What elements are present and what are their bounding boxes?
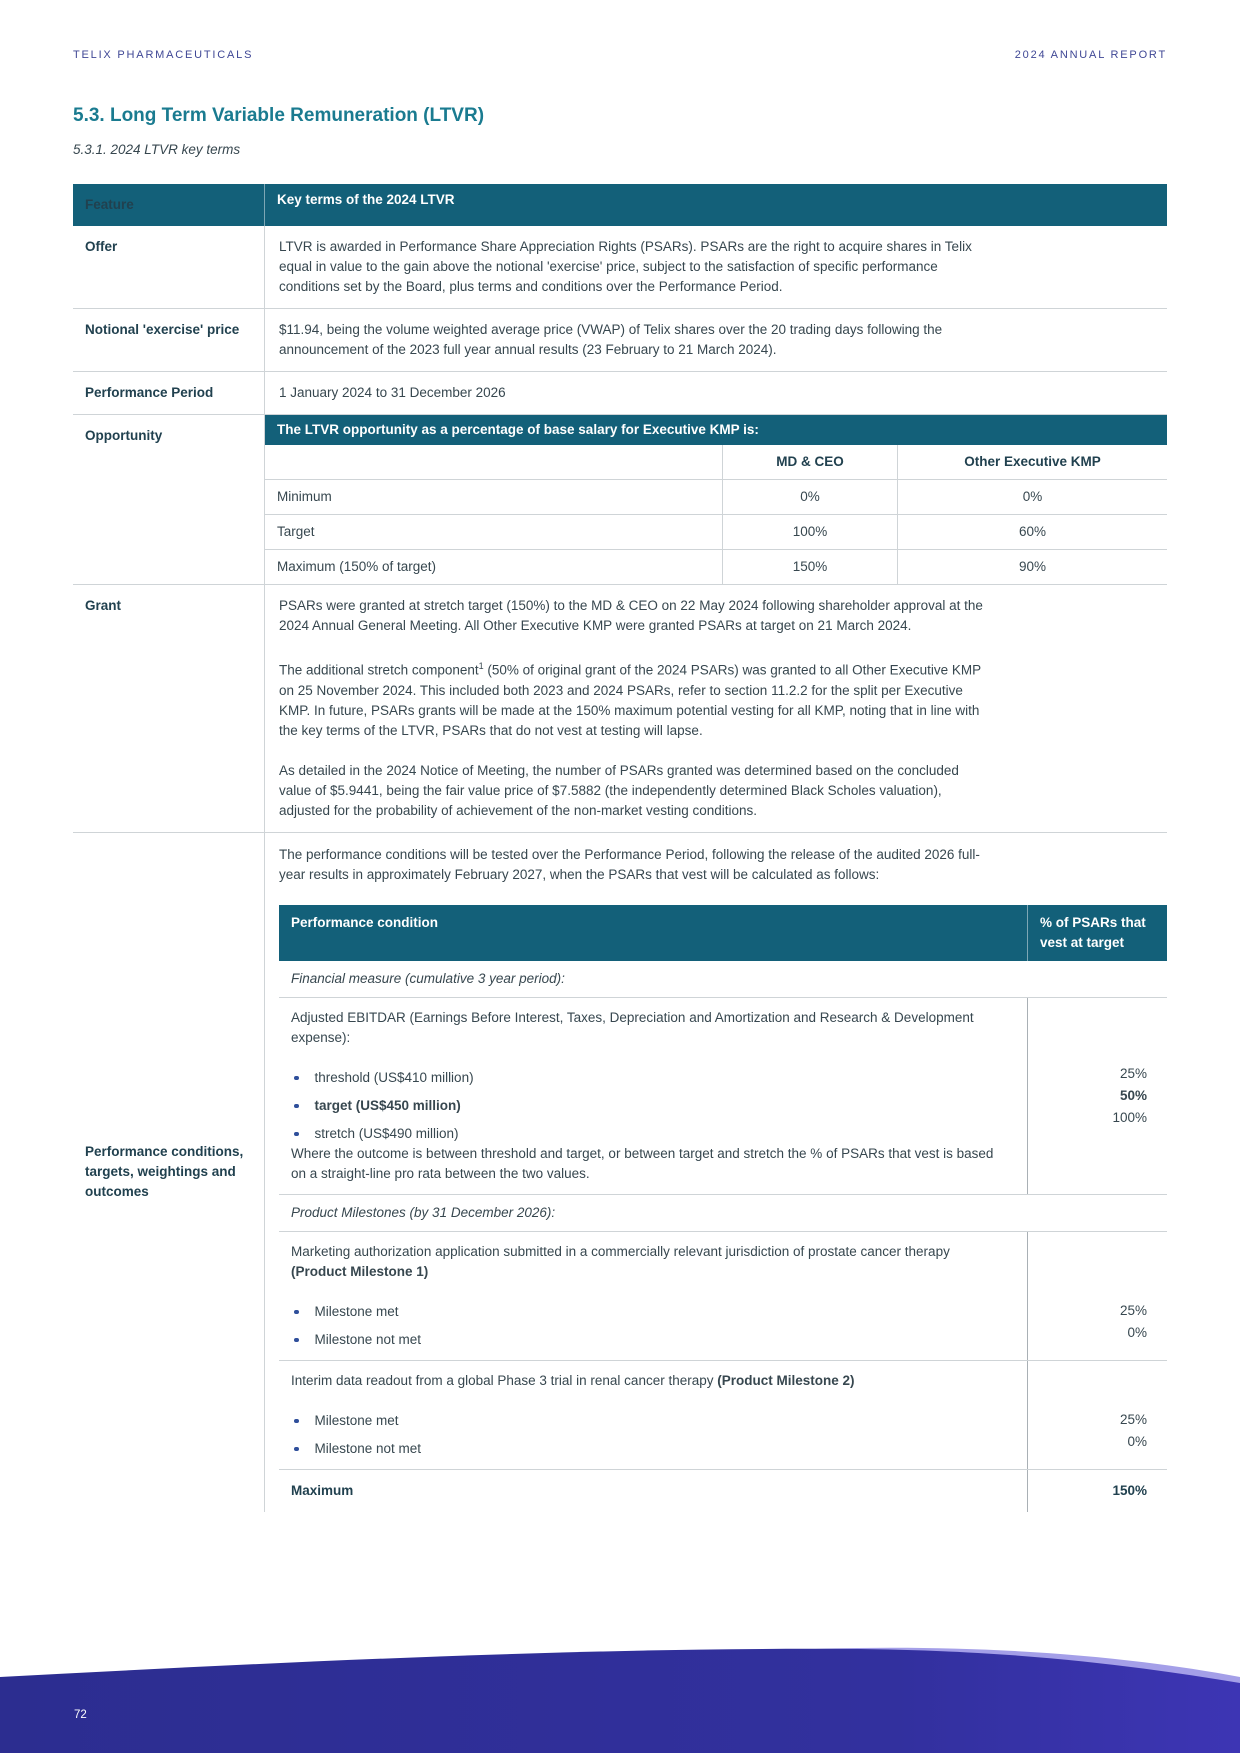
list-item: target (US$450 million) — [291, 1096, 1015, 1116]
footnote-reference: 1 — [478, 661, 484, 671]
table-row-opportunity — [73, 414, 1167, 584]
column-header-md-ceo: MD & CEO — [722, 445, 897, 479]
grant-paragraph-3: As detailed in the 2024 Notice of Meeting, the number of PSARs granted was determined based on the concluded value of $5.9441, being the fair value price of $7.5882 (the independently determined Black Scholes valuation), adjusted for the probability of achievement of the non-market vesting conditions. — [279, 762, 959, 818]
page-header — [73, 49, 1167, 61]
table-row-notional-exercise-price — [73, 308, 1167, 371]
opportunity-banner: The LTVR opportunity as a percentage of base salary for Executive KMP is: — [265, 415, 1167, 445]
performance-table-header — [279, 905, 1167, 961]
financial-measure-heading: Financial measure (cumulative 3 year period): — [279, 961, 1167, 998]
page-number: 72 — [74, 1709, 87, 1721]
opportunity-row-minimum — [265, 479, 1167, 514]
md-ceo-value: 150% — [722, 550, 897, 584]
milestone-1-text: Marketing authorization application submitted in a commercially relevant jurisdiction of prostate cancer therapy (Product Milestone 1) — [291, 1243, 950, 1279]
vesting-value: 25% — [1119, 1302, 1147, 1318]
wave-graphic — [0, 1635, 1240, 1753]
milestone-2-vesting-values — [1027, 1361, 1167, 1469]
list-item: Milestone met — [291, 1302, 1015, 1322]
feature-label: Opportunity — [73, 415, 265, 584]
feature-label: Performance Period — [73, 372, 265, 414]
bullet-icon — [294, 1338, 299, 1343]
vesting-value: 100% — [1112, 1109, 1147, 1125]
bullet-icon — [294, 1132, 299, 1137]
list-item: Milestone not met — [291, 1330, 1015, 1350]
row-product-milestone-2 — [279, 1361, 1167, 1470]
feature-label: Notional 'exercise' price — [73, 309, 265, 371]
table-row-offer — [73, 226, 1167, 308]
table-row-performance-conditions — [73, 832, 1167, 1512]
row-label: Maximum (150% of target) — [277, 559, 437, 574]
opportunity-header-row — [265, 445, 1167, 479]
ebitdar-text: Adjusted EBITDAR (Earnings Before Interest, Taxes, Depreciation and Amortization and Research & Development expense): — [291, 1009, 974, 1045]
md-ceo-value: 0% — [722, 480, 897, 514]
report-name: 2024 ANNUAL REPORT — [1014, 49, 1167, 61]
milestone-1-bullet-list — [291, 1302, 1015, 1350]
vesting-value: 50% — [1119, 1087, 1147, 1103]
vesting-value: 25% — [1119, 1411, 1147, 1427]
milestone-1-vesting-values — [1027, 1232, 1167, 1360]
md-ceo-value: 100% — [722, 515, 897, 549]
row-maximum — [279, 1470, 1167, 1512]
row-label: Target — [277, 524, 315, 539]
other-kmp-value: 90% — [897, 550, 1167, 584]
column-header-performance-condition: Performance condition — [291, 914, 439, 930]
maximum-label: Maximum — [291, 1482, 354, 1498]
milestone-2-text: Interim data readout from a global Phase 3 trial in renal cancer therapy (Product Milestone 2) — [291, 1372, 855, 1388]
list-item: Milestone met — [291, 1411, 1015, 1431]
table-header-row — [73, 184, 1167, 226]
notional-text: $11.94, being the volume weighted average price (VWAP) of Telix shares over the 20 trading days following the announcement of the 2023 full year annual results (23 February to 21 March 2024). — [279, 322, 943, 357]
other-kmp-value: 0% — [897, 480, 1167, 514]
row-product-milestone-1 — [279, 1232, 1167, 1361]
vesting-value: 0% — [1127, 1433, 1147, 1449]
ebitdar-bullet-list — [291, 1068, 1015, 1144]
grant-paragraph-1: PSARs were granted at stretch target (150%) to the MD & CEO on 22 May 2024 following shareholder approval at the 2024 Annual General Meeting. All Other Executive KMP were granted PSARs at target on 21 March 2024. — [279, 598, 983, 633]
list-item: threshold (US$410 million) — [291, 1068, 1015, 1088]
maximum-value: 150% — [1027, 1470, 1167, 1512]
feature-label: Performance conditions, targets, weightings and outcomes — [73, 833, 265, 1512]
column-header-key-terms: Key terms of the 2024 LTVR — [277, 192, 455, 207]
opportunity-row-target — [265, 514, 1167, 549]
subsection-title: 5.3.1. 2024 LTVR key terms — [73, 142, 241, 157]
blank-cell — [265, 445, 722, 479]
bullet-icon — [294, 1447, 299, 1452]
bullet-icon — [294, 1104, 299, 1109]
performance-conditions-table — [279, 905, 1167, 1512]
row-adjusted-ebitdar — [279, 998, 1167, 1195]
row-label: Minimum — [277, 489, 332, 504]
column-header-percent-vest: % of PSARs that vest at target — [1027, 905, 1167, 961]
grant-paragraph-2: The additional stretch component$^1$ (50% of original grant of the 2024 PSARs) was granted to all Other Executive KMP on 25 November 2024. This included both 2023 and 2024 PSARs, refer to section 11.2.2 for the split per Executive KMP. In future, PSARs grants will be made at the 150% maximum potential vesting for all KMP, noting that in line with the key terms of the LTVR, PSARs that do not vest at testing will lapse. — [279, 661, 981, 738]
vesting-value: 0% — [1127, 1324, 1147, 1340]
opportunity-row-maximum — [265, 549, 1167, 584]
offer-text: LTVR is awarded in Performance Share Appreciation Rights (PSARs). PSARs are the right to acquire shares in Telix equal in value to the gain above the notional 'exercise' price, subject to the satisfaction of specific performance conditions set by the Board, plus terms and conditions over the Performance Period. — [279, 239, 972, 294]
column-header-feature: Feature — [73, 184, 265, 226]
section-title: 5.3. Long Term Variable Remuneration (LTVR) — [73, 105, 485, 126]
list-item: Milestone not met — [291, 1439, 1015, 1459]
table-row-grant — [73, 584, 1167, 832]
bullet-icon — [294, 1076, 299, 1081]
milestone-2-bullet-list — [291, 1411, 1015, 1459]
list-item: stretch (US$490 million) — [291, 1124, 1015, 1144]
ebitdar-vesting-values — [1027, 998, 1167, 1194]
product-milestones-heading: Product Milestones (by 31 December 2026): — [279, 1195, 1167, 1232]
bullet-icon — [294, 1310, 299, 1315]
ebitdar-pro-rata-note: Where the outcome is between threshold and target, or between target and stretch the % of PSARs that vest is based on a straight-line pro rata between the two values. — [291, 1145, 994, 1181]
performance-conditions-intro: The performance conditions will be tested over the Performance Period, following the release of the audited 2026 full-year results in approximately February 2027, when the PSARs that vest will be calculated as follows: — [279, 846, 980, 882]
feature-label: Grant — [73, 585, 265, 832]
report-brand: TELIX PHARMACEUTICALS — [73, 49, 254, 61]
feature-label: Offer — [73, 226, 265, 308]
vesting-value: 25% — [1119, 1065, 1147, 1081]
other-kmp-value: 60% — [897, 515, 1167, 549]
footer-wave — [0, 1635, 1240, 1753]
ltvr-key-terms-table — [73, 184, 1167, 1512]
column-header-other-executive-kmp: Other Executive KMP — [897, 445, 1167, 479]
bullet-icon — [294, 1419, 299, 1424]
table-row-performance-period — [73, 371, 1167, 414]
opportunity-table — [265, 445, 1167, 584]
performance-period-text: 1 January 2024 to 31 December 2026 — [279, 385, 506, 400]
